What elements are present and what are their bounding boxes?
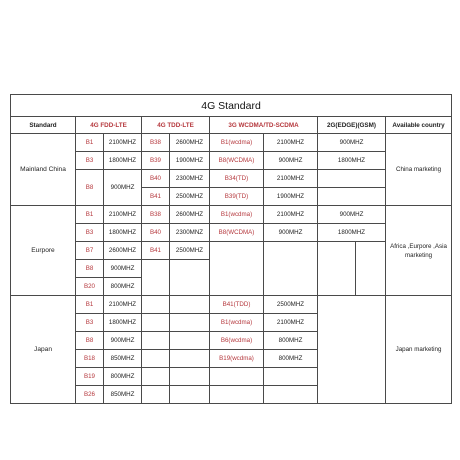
fdd-freq: 2600MHZ <box>104 242 142 260</box>
empty-cell <box>264 386 318 404</box>
header-wcdma: 3G WCDMA/TD-SCDMA <box>210 117 318 134</box>
header-country: Available country <box>386 117 452 134</box>
band-table <box>10 94 452 404</box>
fdd-freq: 2100MHZ <box>104 296 142 314</box>
table-row <box>11 242 452 260</box>
wcdma-band: B1(wcdma) <box>210 134 264 152</box>
fdd-band: B26 <box>76 386 104 404</box>
tdd-band: B41 <box>142 242 170 260</box>
empty-cell <box>356 242 386 296</box>
header-row <box>11 117 452 134</box>
empty-cell <box>210 368 264 386</box>
fdd-band: B1 <box>76 206 104 224</box>
empty-cell <box>210 386 264 404</box>
tdd-band: B39 <box>142 152 170 170</box>
fdd-band: B8 <box>76 260 104 278</box>
fdd-band: B1 <box>76 296 104 314</box>
empty-cell <box>170 332 210 350</box>
empty-cell <box>170 296 210 314</box>
fdd-band: B3 <box>76 314 104 332</box>
standard-name: Japan <box>11 296 76 404</box>
wcdma-band: B8(WCDMA) <box>210 224 264 242</box>
fdd-freq: 900MHZ <box>104 332 142 350</box>
fdd-freq: 800MHZ <box>104 278 142 296</box>
header-standard: Standard <box>11 117 76 134</box>
table-row <box>11 152 452 170</box>
fdd-freq: 2100MHZ <box>104 134 142 152</box>
wcdma-band: B1(wcdma) <box>210 206 264 224</box>
gsm-freq: 1800MHZ <box>318 152 386 170</box>
wcdma-freq: 1900MHZ <box>264 188 318 206</box>
country-cell: Japan marketing <box>386 296 452 404</box>
fdd-band: B8 <box>76 170 104 206</box>
fdd-freq: 1800MHZ <box>104 224 142 242</box>
table-row <box>11 224 452 242</box>
empty-cell <box>318 188 386 206</box>
empty-cell <box>170 314 210 332</box>
fdd-freq: 1800MHZ <box>104 152 142 170</box>
empty-cell <box>142 350 170 368</box>
empty-cell <box>142 386 170 404</box>
fdd-band: B1 <box>76 134 104 152</box>
fdd-band: B7 <box>76 242 104 260</box>
empty-cell <box>142 314 170 332</box>
wcdma-freq: 900MHZ <box>264 224 318 242</box>
empty-cell <box>142 368 170 386</box>
table-row <box>11 296 452 314</box>
fdd-freq: 1800MHZ <box>104 314 142 332</box>
wcdma-freq: 2500MHZ <box>264 296 318 314</box>
header-fdd: 4G FDD-LTE <box>76 117 142 134</box>
tdd-band: B41 <box>142 188 170 206</box>
header-tdd: 4G TDD-LTE <box>142 117 210 134</box>
wcdma-band: B19(wcdma) <box>210 350 264 368</box>
fdd-band: B3 <box>76 152 104 170</box>
fdd-band: B20 <box>76 278 104 296</box>
gsm-freq: 1800MHZ <box>318 224 386 242</box>
table-title: 4G Standard <box>11 95 452 117</box>
empty-cell <box>264 242 318 296</box>
standard-name: Eurpore <box>11 206 76 296</box>
wcdma-band: B1(wcdma) <box>210 314 264 332</box>
gsm-freq: 900MHZ <box>318 206 386 224</box>
fdd-freq: 800MHZ <box>104 368 142 386</box>
wcdma-freq: 2100MHZ <box>264 314 318 332</box>
fdd-band: B18 <box>76 350 104 368</box>
empty-cell <box>318 242 356 296</box>
empty-cell <box>142 260 170 296</box>
empty-cell <box>170 260 210 296</box>
fdd-band: B3 <box>76 224 104 242</box>
tdd-freq: 2300MNZ <box>170 224 210 242</box>
tdd-band: B38 <box>142 206 170 224</box>
wcdma-freq: 900MHZ <box>264 152 318 170</box>
tdd-band: B40 <box>142 224 170 242</box>
fdd-freq: 900MHZ <box>104 260 142 278</box>
country-cell: Africa ,Eurpore ,Asia marketing <box>386 206 452 296</box>
title-row <box>11 95 452 117</box>
fdd-band: B19 <box>76 368 104 386</box>
empty-cell <box>318 170 386 188</box>
tdd-freq: 1900MHZ <box>170 152 210 170</box>
wcdma-band: B8(WCDMA) <box>210 152 264 170</box>
fdd-freq: 2100MHZ <box>104 206 142 224</box>
wcdma-freq: 2100MHZ <box>264 134 318 152</box>
wcdma-freq: 2100MHZ <box>264 206 318 224</box>
fdd-freq: 900MHZ <box>104 170 142 206</box>
empty-cell <box>142 296 170 314</box>
wcdma-band: B34(TD) <box>210 170 264 188</box>
empty-cell <box>318 296 386 404</box>
table-row <box>11 134 452 152</box>
table-row <box>11 206 452 224</box>
spec-sheet <box>10 94 451 404</box>
table-row <box>11 170 452 188</box>
empty-cell <box>142 332 170 350</box>
empty-cell <box>264 368 318 386</box>
tdd-band: B40 <box>142 170 170 188</box>
wcdma-band: B41(TDD) <box>210 296 264 314</box>
tdd-freq: 2600MHZ <box>170 134 210 152</box>
tdd-freq: 2600MHZ <box>170 206 210 224</box>
tdd-band: B38 <box>142 134 170 152</box>
wcdma-band: B39(TD) <box>210 188 264 206</box>
gsm-freq: 900MHZ <box>318 134 386 152</box>
header-gsm: 2G(EDGE)(GSM) <box>318 117 386 134</box>
fdd-freq: 850MHZ <box>104 350 142 368</box>
wcdma-freq: 2100MHZ <box>264 170 318 188</box>
empty-cell <box>170 350 210 368</box>
wcdma-freq: 800MHZ <box>264 332 318 350</box>
fdd-freq: 850MHZ <box>104 386 142 404</box>
tdd-freq: 2500MHZ <box>170 242 210 260</box>
standard-name: Mainland China <box>11 134 76 206</box>
empty-cell <box>170 386 210 404</box>
empty-cell <box>170 368 210 386</box>
fdd-band: B8 <box>76 332 104 350</box>
wcdma-band: B6(wcdma) <box>210 332 264 350</box>
tdd-freq: 2300MHZ <box>170 170 210 188</box>
wcdma-freq: 800MHZ <box>264 350 318 368</box>
country-cell: China marketing <box>386 134 452 206</box>
empty-cell <box>210 242 264 296</box>
tdd-freq: 2500MHZ <box>170 188 210 206</box>
